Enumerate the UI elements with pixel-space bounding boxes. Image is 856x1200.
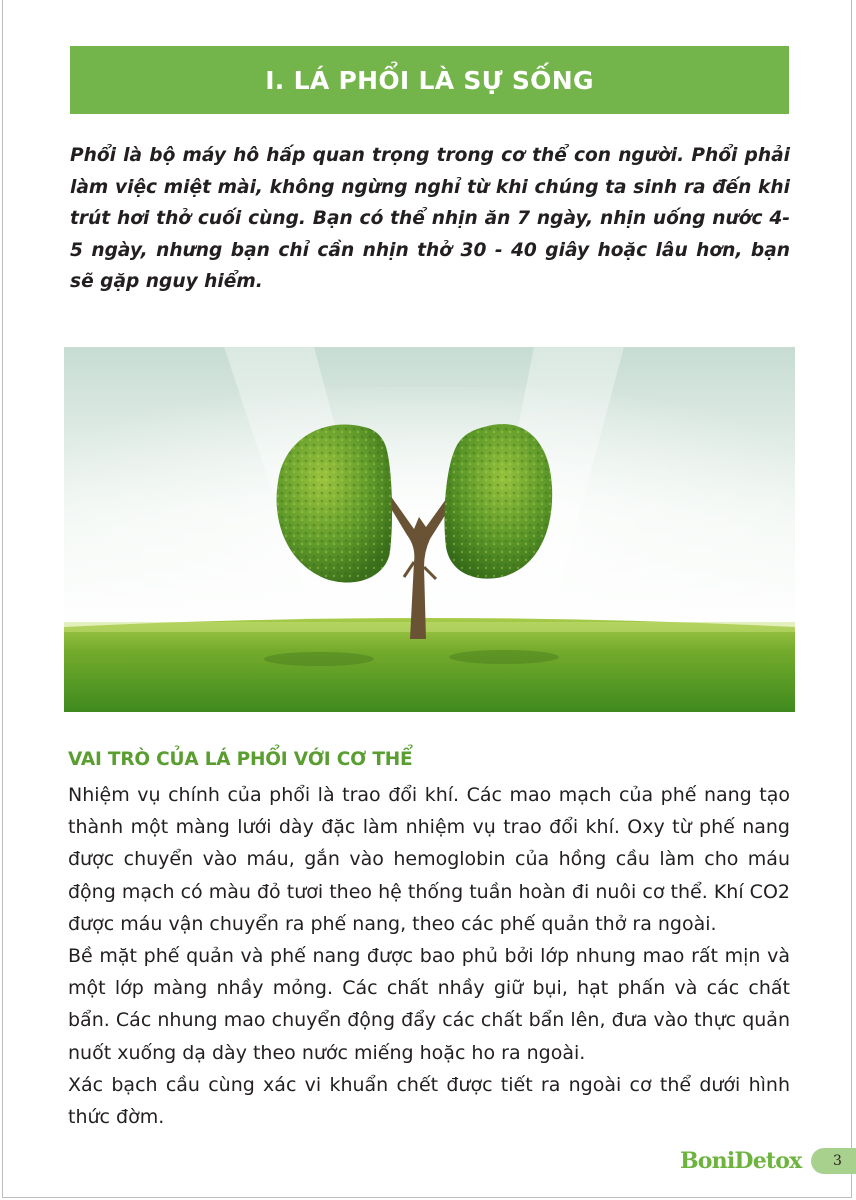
brand-footer (680, 1146, 856, 1176)
section-body (68, 779, 790, 1133)
brand-prefix: Boni (680, 1148, 735, 1174)
body-paragraph: Nhiệm vụ chính của phổi là trao đổi khí. Các mao mạch của phế nang tạo thành một màng lưới dày đặc làm nhiệm vụ trao đổi khí. Oxy từ phế nang được chuyển vào máu, gắn vào hemoglobin của hồng cầu làm cho máu động mạch có màu đỏ tươi theo hệ thống tuần hoàn đi nuôi cơ thể. Khí CO2 được máu vận chuyển ra phế nang, theo các phế quản thở ra ngoài. (68, 784, 790, 935)
page-number: 3 (811, 1148, 856, 1174)
page-title: I. LÁ PHỔI LÀ SỰ SỐNG (265, 65, 594, 95)
title-banner (70, 46, 789, 114)
body-paragraph: Bề mặt phế quản và phế nang được bao phủ bởi lớp nhung mao rất mịn và một lớp màng nhầy mỏng. Các chất nhầy giữ bụi, hạt phấn và các chất bẩn. Các nhung mao chuyển động đẩy các chất bẩn lên, đưa vào thực quản nuốt xuống dạ dày theo nước miếng hoặc ho ra ngoài. (68, 945, 790, 1064)
lung-tree-image (64, 347, 795, 712)
body-paragraph: Xác bạch cầu cùng xác vi khuẩn chết được tiết ra ngoài cơ thể dưới hình thức đờm. (68, 1073, 790, 1129)
brand-suffix: Detox (734, 1148, 802, 1174)
section-heading: VAI TRÒ CỦA LÁ PHỔI VỚI CƠ THỂ (68, 749, 413, 770)
intro-paragraph: Phổi là bộ máy hô hấp quan trọng trong cơ thể con người. Phổi phải làm việc miệt mài, không ngừng nghỉ từ khi chúng ta sinh ra đến khi trút hơi thở cuối cùng. Bạn có thể nhịn ăn 7 ngày, nhịn uống nước 4-5 ngày, nhưng bạn chỉ cần nhịn thở 30 - 40 giây hoặc lâu hơn, bạn sẽ gặp nguy hiểm. (70, 145, 790, 292)
brand-logo (680, 1148, 801, 1174)
